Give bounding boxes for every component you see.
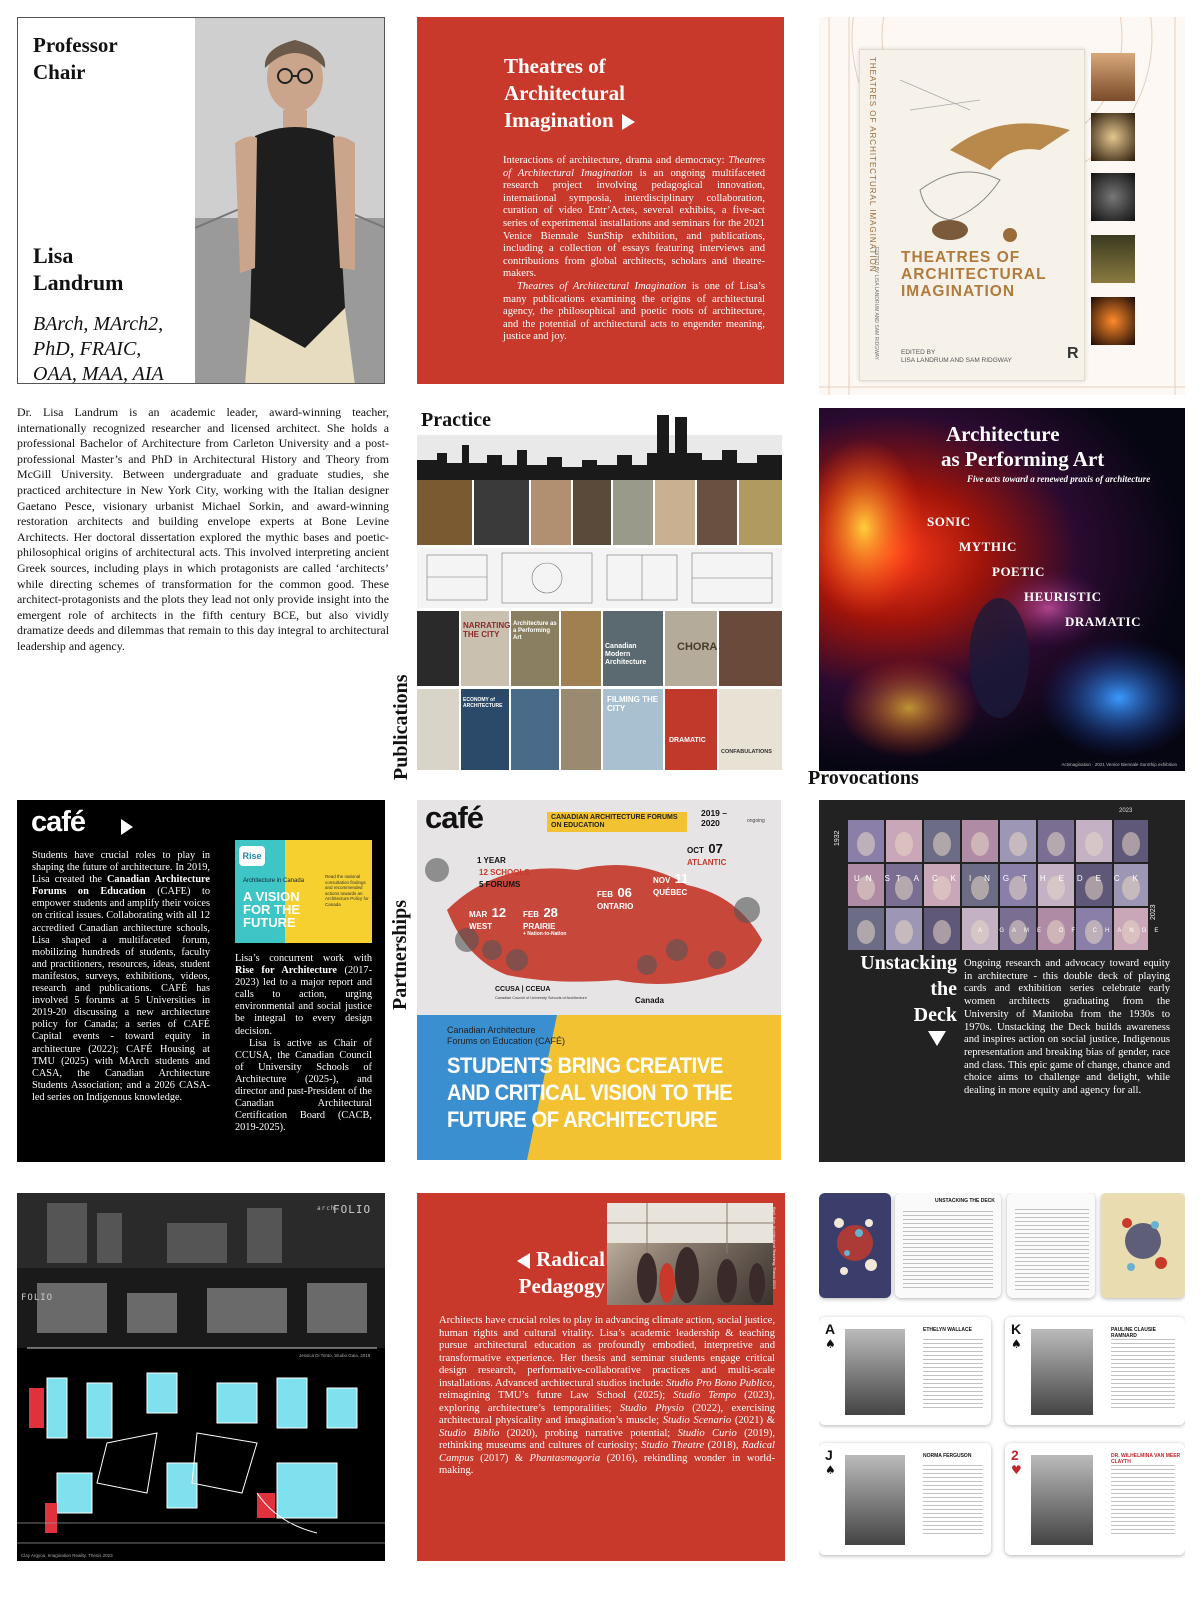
text-bold: Rise for Architecture [235,965,338,977]
deck-letter: T [1022,874,1033,883]
cafe-description [32,850,210,1104]
act-label: DRAMATIC [1065,614,1141,629]
folio-panel [17,1193,385,1561]
rise-logo: Rise [239,846,265,866]
text: Interactions of architecture, drama and democracy: [503,155,729,166]
title-line: Architecture [946,422,1060,446]
floral-card-back [819,1193,891,1298]
editors-line: LISA LANDRUM AND SAM RIDGWAY [901,357,1012,364]
cafe-logo: café [425,800,484,835]
profile-title [33,32,118,86]
name-line: Lisa [33,243,74,268]
text: (2017-2023) led to a major report and calls to action, urging environmental and social justice be integral to every design decision. [235,965,373,1037]
arch-label: arch [317,1205,336,1212]
title-line: as Performing Art [941,447,1105,471]
down-arrow-icon[interactable] [928,1031,946,1046]
practice-imagery [417,405,782,770]
event-day: 28 [543,905,558,920]
event-region: QUÉBEC [653,888,688,897]
text: (2019), rethinking museums and cultures of curiosity; [439,1427,775,1451]
rise-report-cover[interactable] [235,840,372,943]
studio-name: Studio Pro Bono Publico, [666,1377,776,1389]
image-credit: Actimagination · 2021 Venice Biennale SunShip exhibition [1061,762,1177,767]
poster-headline-line: AND CRITICAL VISION TO THE [447,1080,733,1105]
event-month: FEB [523,910,539,919]
card-back[interactable] [819,1193,891,1298]
poster-small-line: Forums on Education (CAFÉ) [447,1036,566,1046]
card-name: PAULINE CLAUSIE RAMNARD [1111,1327,1156,1339]
thumbnail[interactable] [1091,53,1135,101]
portrait-photo [1031,1455,1093,1545]
unstacking-deck-panel [819,800,1185,1162]
text: Lisa’s concurrent work with [235,953,372,964]
title-line: Theatres of [504,54,606,78]
cafe-logo: café [31,806,86,838]
event-region: ONTARIO [597,902,634,911]
stat-label: 12 SCHOOLS [479,868,530,877]
playing-cards-panel [819,1193,1185,1563]
credentials-line: PhD, FRAIC, [33,338,142,360]
spade-icon: ♠ [825,1463,836,1477]
book-spine-editors [873,247,889,367]
act-label: POETIC [992,564,1045,579]
text: (2017) & [473,1452,530,1464]
ccusa-paragraph: Lisa is active as Chair of CCUSA, the Canadian Council of University Schools of Architecture (2025-), and director and past-President of the Canadian Architectural Certification Board (CACB, 2019-2025). [235,1037,372,1134]
canada-wordmark: Canada [635,996,664,1005]
partnerships-poster [417,800,781,1160]
year-label: 2023 [1119,808,1133,814]
event-atlantic [687,840,726,867]
deck-letter: E [1095,874,1107,883]
title-line: Pedagogy [518,1274,605,1298]
portrait-photo [1031,1329,1093,1415]
card-rank: J [825,1447,833,1463]
event-day: 06 [617,885,632,900]
cafe-banner: CANADIAN ARCHITECTURE FORUMS ON EDUCATION [547,812,687,832]
year-label: 2023 [1150,904,1157,920]
portrait-photo [195,18,385,384]
unstacking-description: Ongoing research and advocacy toward equity in architecture - this double deck of playing cards and exhibition series celebrate early women architects graduating from the University of Manitoba from the 1930s to 1970s. Unstacking the Deck builds awareness and inspires action on social justice, Indigenous representation and breaking bias of gender, race and class. This epic game of change, chance and choice aims to challenge and delight, while dealing in more equity and agency for all. [964,958,1170,1097]
rise-headline: A VISION FOR THE FUTURE [243,889,301,930]
book-cover-title [901,249,1047,300]
ccusa-logo: CCUSA | CCEUA [495,986,551,993]
poster-headline-line: STUDENTS BRING CREATIVE [447,1053,723,1078]
book-title: Theatres of Architectural Imagination [517,280,687,292]
cover-drawing [890,70,1080,270]
card-name: NORMA FERGUSON [923,1453,972,1459]
provocations-label: Provocations [808,767,919,789]
thumbnail[interactable] [1091,113,1135,161]
publication-cover[interactable]: ECONOMY of ARCHITECTURE [463,697,503,709]
card-back[interactable] [1101,1193,1185,1298]
poster-small-title [447,1025,565,1047]
studio-name: Radical Campus [439,1440,775,1464]
event-prairie [523,904,566,937]
deck-letter: N [984,874,996,883]
image-credit: Bwd. Aya, Architectural Teaching, Thesis 2023 [772,1207,777,1289]
deck-letter: G [1002,874,1016,883]
portrait-grid [834,820,1167,950]
performing-art-subtitle: Five acts toward a renewed praxis of architecture [967,474,1151,484]
event-day: 07 [708,841,723,856]
playing-card[interactable] [1005,1317,1185,1425]
theatres-paragraph [503,155,765,281]
deck-letter: E [1058,874,1070,883]
act-label: SONIC [927,514,971,529]
pedagogy-photo [607,1203,773,1305]
partnerships-label: Partnerships [389,900,411,1010]
credentials-line: OAA, MAA, AIA [33,363,164,384]
text: Students have crucial roles to play in shaping the future of architecture. In 2019, Lisa created the [32,850,210,886]
cover-title-line: THEATRES OF [901,249,1021,266]
portrait-photo [845,1455,905,1545]
deck-letter: K [1132,874,1144,883]
text: Architects have crucial roles to play in advancing climate action, social justice, human rights and cultural vitality. Lisa’s academic leadership & teaching pursue architectural education as profoundly embodied, interpretive and transformative experience. Her thesis and seminar students engage critical design research, performative-collaborative practices and multi-scale installations. Advanced architectural studios include: [439,1315,775,1389]
event-region: PRAIRIE [523,922,556,931]
editors-line: EDITED BY [901,349,936,356]
performing-art-panel [819,408,1185,771]
publication-cover[interactable]: DRAMATIC [669,737,706,744]
deck-phrase: A GAME OF CHANGE [978,928,1167,934]
card-text-block [923,1465,983,1535]
spine-title: THEATRES OF ARCHITECTURAL IMAGINATION [868,57,877,273]
ccusa-subtitle: Canadian Council of University Schools of Architecture [495,996,587,1000]
playing-card[interactable] [819,1443,991,1555]
profile-panel [17,17,385,384]
profile-credentials [33,312,203,384]
card-name: ETHELYN WALLACE [923,1327,972,1333]
image-credit: Jessica Di Tonto, Studio Gaia, 2019 [299,1353,371,1358]
floral-card-back [1101,1193,1185,1298]
year-label: 1932 [834,830,841,846]
act-label: MYTHIC [959,539,1017,554]
practice-collage [417,405,782,770]
text: is one of Lisa’s many publications examining the origins of architectural agency, the philosophical and poetic roots of architecture, and the potential of architectural acts to engender meaning, justice and joy. [503,280,765,343]
title-line: Professor [33,33,118,57]
bio-paragraph: Dr. Lisa Landrum is an academic leader, award-winning teacher, internationally recognized researcher and licensed architect. She holds a professional Bachelor of Architecture from Carleton University and a post-professional Master’s and PhD in Architectural History and Theory from McGill University. Between undergraduate and graduate studies, she practiced architecture in New York City, working with the Italian designer Gaetano Pesce, visionary urbanist Michael Sorkin, and award-winning restoration architects and building envelope experts at Bone Levine Architects. Her doctoral dissertation explored the mythic bases and poetic-philosophical origins of architectural acts. This involved interpreting ancient Greek sources, including plays in which protagonists are called ‘architects’ while directing schemes of transformation for the common good. These architect-protagonists and the plots they lead not only provide insight into the emergent role of architects in the fifth century BCE, but also vividly dramatize deeds and dilemmas that remain to this day integral to architectural leadership and agency. [17,405,389,653]
card-info[interactable] [895,1193,1001,1298]
book-cover [859,49,1085,381]
event-subtitle: + Nation-to-Nation [523,931,567,937]
card-rank: K [1011,1321,1022,1337]
radical-pedagogy-description [439,1315,775,1478]
studio-name: Phantasmagoria [529,1452,601,1464]
event-month: MAR [469,910,488,919]
card-heading: UNSTACKING THE DECK [935,1198,995,1204]
deck-letter: D [1076,874,1089,883]
title-line: Unstacking [860,952,957,974]
publication-cover[interactable]: CHORA [677,641,718,653]
text: (2022), exercising architectural physicality and imagination’s muscle; [439,1402,775,1426]
publication-cover[interactable]: Canadian Modern Architecture [605,643,647,666]
text: (2023), exploring architecture’s temporalities; [439,1390,775,1414]
cover-title-line: ARCHITECTURAL [901,266,1047,283]
card-text-block [1111,1339,1175,1409]
profile-name [33,242,123,296]
text-bold: Canadian Architecture Forums on Education [32,874,210,898]
biography [17,405,389,655]
back-arrow-icon[interactable] [517,1253,530,1269]
theatres-paragraph [503,281,765,344]
book-title: Theatres of Architectural Imagination [503,155,765,179]
title-line: Deck [913,1004,957,1026]
portrait-photo [845,1329,905,1415]
cafe-panel [17,800,385,1162]
unstacking-title [824,950,957,1028]
folio-label: FOLIO [333,1203,372,1216]
studio-name: Studio Biblio [439,1427,500,1439]
event-month: OCT [687,846,704,855]
card-rank: A [825,1321,836,1337]
publications-label: Publications [390,674,412,780]
heart-icon: ♥ [1011,1463,1022,1477]
thumbnail[interactable] [1091,235,1135,283]
event-region: ATLANTIC [687,858,727,867]
card-rank: 2 [1011,1447,1019,1463]
spade-icon: ♠ [1011,1337,1022,1351]
event-day: 11 [674,871,689,886]
event-region: WEST [469,922,493,931]
studio-name: Studio Curio [677,1427,737,1439]
text: (2020), probing narrative potential; [499,1427,678,1439]
practice-heading: Practice [421,409,491,431]
name-line: Landrum [33,270,124,295]
event-month: FEB [597,890,613,899]
spade-icon: ♠ [825,1337,836,1351]
spine-editors: EDITED BY LISA LANDRUM AND SAM RIDGWAY [873,247,879,360]
theatres-title [504,53,635,134]
publication-cover[interactable]: FILMING THE CITY [607,695,659,713]
ongoing-label: ongoing [747,818,765,824]
poster-headline [447,1052,751,1133]
student-work-collage [17,1193,385,1561]
card-name: DR. WILHELMINA VAN MEER CLAYTH [1111,1453,1181,1465]
act-label: HEURISTIC [1024,589,1102,604]
portrait-illustration [195,18,385,384]
publication-cover[interactable]: CONFABULATIONS [721,749,772,755]
studio-name: Studio Tempo [673,1390,737,1401]
deck-letter: I [968,874,978,883]
card-text-block [923,1339,983,1409]
event-west [469,904,506,931]
radical-pedagogy-title [437,1246,605,1300]
studio-name: Studio Theatre [641,1440,705,1451]
publisher-logo: R [1067,345,1079,362]
play-arrow-icon[interactable] [121,819,133,835]
folio-label: FOLIO [21,1293,54,1303]
studio-name: Studio Scenario [662,1415,732,1426]
deck-letter: H [1039,874,1052,883]
studio-name: Studio Physio [619,1402,684,1414]
title-line: the [930,978,957,1000]
card-text-block [903,1211,993,1291]
text: (2016), rekindling wonder in world-making. [439,1452,775,1476]
thumbnail[interactable] [1091,173,1135,221]
radical-pedagogy-panel [417,1193,785,1561]
stat-label: 5 FORUMS [479,880,521,889]
event-quebec [653,870,689,897]
rise-blurb: Read the national consultation findings and recommended actions towards an Architecture Policy for Canada [325,874,369,907]
deck-letter: C [1113,874,1126,883]
rise-subtitle: Architecture in Canada [243,878,305,884]
text: (2021) & [731,1415,775,1426]
theatres-description [503,155,765,344]
title-line: Imagination [504,108,614,132]
cover-title-line: IMAGINATION [901,283,1016,300]
poster-headline-line: FUTURE OF ARCHITECTURE [447,1107,718,1132]
text: reimagining TMU’s future Law School (2025); [439,1390,674,1401]
deck-letter: C [931,874,944,883]
text: (2018), [704,1440,743,1451]
years-label: 2019 –2020 [701,808,727,828]
title-line: Chair [33,60,86,84]
title-line: Architectural [504,81,625,105]
title-line: Radical [536,1247,605,1271]
publication-cover[interactable]: NARRATING THE CITY [463,621,511,639]
performing-art-title [941,422,1105,472]
atrium-illustration [607,1203,773,1305]
play-arrow-icon[interactable] [622,114,635,130]
playing-card[interactable] [819,1317,991,1425]
book-editors [901,349,1012,365]
deck-letter: UN [854,874,878,883]
card-text-block [1111,1465,1175,1535]
poster-small-line: Canadian Architecture [447,1025,536,1035]
deck-letter: A [913,874,926,883]
event-day: 12 [491,905,507,920]
book-cover-panel [819,17,1185,395]
theatres-panel [417,17,784,384]
deck-letters [854,874,1144,883]
event-ontario [597,884,633,911]
text: (CAFE) to empower students and amplify their voices on critical issues. Collaborating with all 12 accredited Canadian architecture schools, Lisa shaped a multifaceted forum, mobilizing hundreds of students, faculty and practitioners, resources, ideas, student manifestos, surveys, exhibitions, videos, research and publications. CAFÉ has involved 5 forums at 5 Universities in 2019-20 discussing a new architecture policy for Canada; a series of CAFÉ Capital events - toward equity in architecture (2022); CAFÉ Housing at TMU (2025) with MArch students and CASA, the Canadian Architecture Students Association; and a 2026 CASA-led series on Indigenous knowledge. [32,886,210,1103]
publication-cover[interactable]: Architecture as a Performing Art [513,621,557,641]
stat-label: 1 YEAR [477,856,506,865]
credentials-line: BArch, MArch2, [33,313,164,335]
card-text-block [1015,1209,1089,1291]
rise-description [235,953,372,1134]
text: is an ongoing multifaceted research project involving pedagogical innovation, international symposia, interdisciplinary collaboration, curation of video Entr’Actes, several exhibits, a five-act series of experimental installations and seminars for the 2021 Venice Biennale SunShip exhibition, and publications, including a collection of essays featuring interviews and contributions from global architects, scholars and theatre-makers. [503,167,766,280]
image-credit: Clay Argyou, Imagination Reality, Thesis 2023 [21,1553,113,1558]
playing-card[interactable] [1005,1443,1185,1555]
event-month: NOV [653,876,671,885]
card-info[interactable] [1007,1193,1095,1298]
deck-letter: ST [884,874,907,883]
deck-letter: K [950,874,963,883]
rise-paragraph [235,953,372,1038]
thumbnail[interactable] [1091,297,1135,345]
